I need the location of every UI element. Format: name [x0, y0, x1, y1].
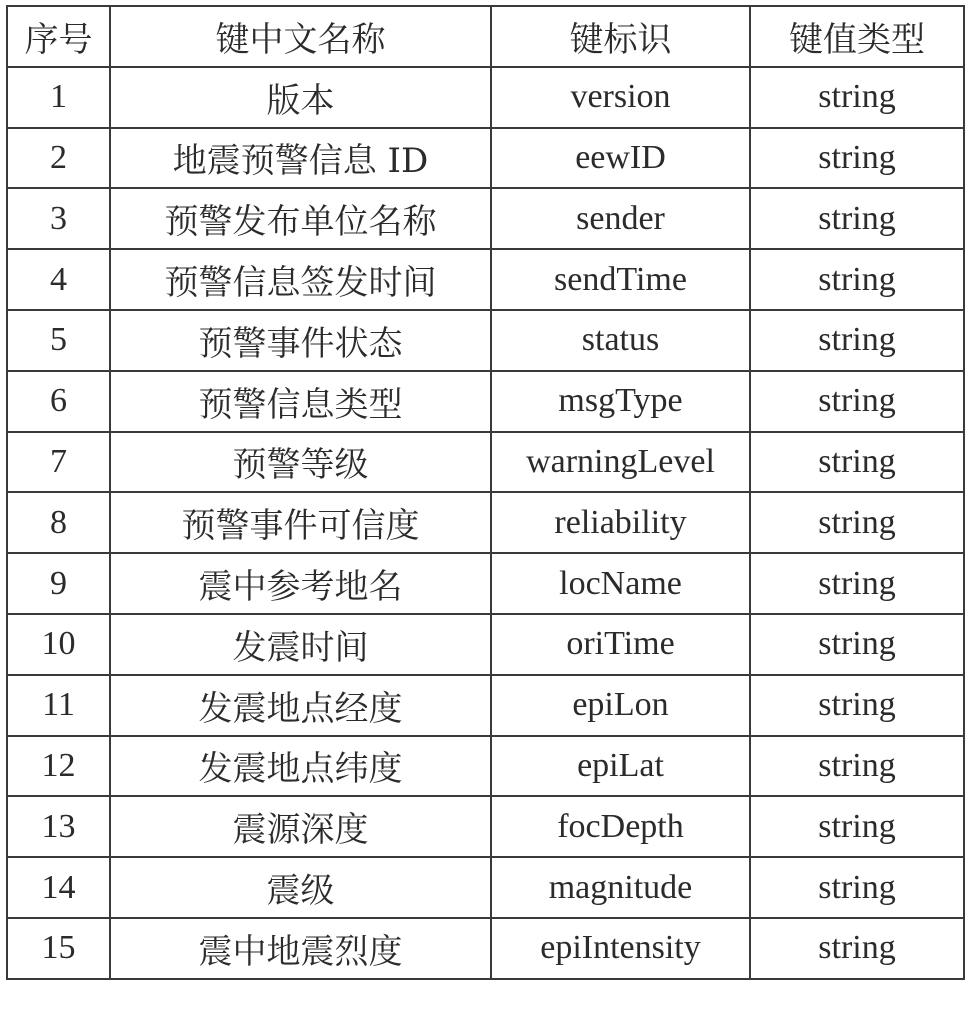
cell-type: string [750, 249, 964, 310]
table-header [7, 6, 964, 67]
cell-index: 11 [7, 675, 110, 736]
table-row [7, 67, 964, 128]
cell-type: string [750, 67, 964, 128]
cell-type: string [750, 796, 964, 857]
table-row [7, 614, 964, 675]
cell-type: string [750, 310, 964, 371]
cell-index: 12 [7, 736, 110, 797]
table-row [7, 128, 964, 189]
cell-name: 震源深度 [110, 796, 491, 857]
cell-key: epiIntensity [491, 918, 750, 979]
cell-key: msgType [491, 371, 750, 432]
cell-name: 预警信息签发时间 [110, 249, 491, 310]
cell-key: warningLevel [491, 432, 750, 493]
cell-index: 10 [7, 614, 110, 675]
cell-name: 版本 [110, 67, 491, 128]
cell-index: 13 [7, 796, 110, 857]
cell-name: 发震时间 [110, 614, 491, 675]
table-row [7, 492, 964, 553]
cell-index: 7 [7, 432, 110, 493]
cell-key: reliability [491, 492, 750, 553]
table-row [7, 553, 964, 614]
header-index: 序号 [7, 6, 110, 67]
cell-key: eewID [491, 128, 750, 189]
cell-type: string [750, 371, 964, 432]
cell-type: string [750, 918, 964, 979]
cell-index: 15 [7, 918, 110, 979]
cell-name: 震级 [110, 857, 491, 918]
cell-name: 地震预警信息 ID [110, 128, 491, 189]
table-row [7, 796, 964, 857]
table-row [7, 918, 964, 979]
cell-type: string [750, 857, 964, 918]
cell-key: version [491, 67, 750, 128]
cell-name: 震中参考地名 [110, 553, 491, 614]
cell-type: string [750, 432, 964, 493]
cell-type: string [750, 614, 964, 675]
cell-key: epiLon [491, 675, 750, 736]
table-row [7, 249, 964, 310]
cell-name: 预警事件可信度 [110, 492, 491, 553]
header-key: 键标识 [491, 6, 750, 67]
table-row [7, 432, 964, 493]
table-row [7, 857, 964, 918]
table-body [7, 67, 964, 979]
header-row [7, 6, 964, 67]
cell-key: focDepth [491, 796, 750, 857]
cell-name: 发震地点经度 [110, 675, 491, 736]
header-type: 键值类型 [750, 6, 964, 67]
cell-type: string [750, 188, 964, 249]
table-row [7, 310, 964, 371]
cell-index: 9 [7, 553, 110, 614]
cell-key: sendTime [491, 249, 750, 310]
table-row [7, 371, 964, 432]
table-row [7, 188, 964, 249]
cell-key: locName [491, 553, 750, 614]
cell-index: 3 [7, 188, 110, 249]
table-row [7, 736, 964, 797]
cell-name: 预警事件状态 [110, 310, 491, 371]
cell-type: string [750, 736, 964, 797]
cell-name: 预警发布单位名称 [110, 188, 491, 249]
table-row [7, 675, 964, 736]
cell-key: epiLat [491, 736, 750, 797]
cell-index: 8 [7, 492, 110, 553]
cell-name: 预警信息类型 [110, 371, 491, 432]
cell-name: 预警等级 [110, 432, 491, 493]
cell-index: 6 [7, 371, 110, 432]
cell-type: string [750, 492, 964, 553]
cell-index: 5 [7, 310, 110, 371]
cell-index: 14 [7, 857, 110, 918]
cell-key: sender [491, 188, 750, 249]
cell-index: 1 [7, 67, 110, 128]
cell-type: string [750, 675, 964, 736]
cell-key: magnitude [491, 857, 750, 918]
cell-name: 发震地点纬度 [110, 736, 491, 797]
cell-name: 震中地震烈度 [110, 918, 491, 979]
cell-key: oriTime [491, 614, 750, 675]
cell-key: status [491, 310, 750, 371]
key-definition-table [6, 5, 965, 980]
cell-index: 4 [7, 249, 110, 310]
header-name: 键中文名称 [110, 6, 491, 67]
cell-index: 2 [7, 128, 110, 189]
cell-type: string [750, 553, 964, 614]
cell-type: string [750, 128, 964, 189]
